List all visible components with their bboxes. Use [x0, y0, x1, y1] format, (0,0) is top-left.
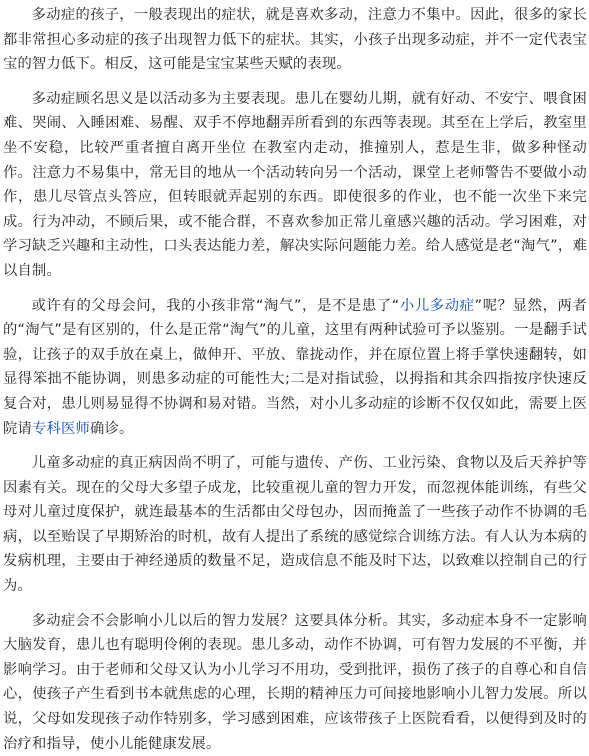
paragraph-distinguish	[3, 294, 587, 442]
paragraph-distinguish-text-3: 确诊。	[90, 420, 134, 437]
paragraph-intro: 多动症的孩子，一般表现出的症状，就是喜欢多动，注意力不集中。因此，很多的家长都非常担心多动症的孩子出现智力低下的症状。其实，小孩子出现多动症，并不一定代表宝宝的智力低下。相反，这可能是宝宝某些天赋的表现。	[3, 7, 587, 73]
paragraph-intelligence: 多动症会不会影响小儿以后的智力发展？这要具体分析。其实，多动症本身不一定影响大脑发育，患儿也有聪明伶俐的表现。患儿多动，动作不协调，可有智力发展的不平衡，并影响学习。由于老师和父母又认为小儿学习不用功，受到批评，损伤了孩子的自尊心和自信心，使孩子产生看到书本就焦虑的心理，长期的精神压力可间接地影响小儿智力发展。所以说，父母如发现孩子动作特别多，学习感到困难，应该带孩子上医院看看，以便得到及时的治疗和指导，使小儿能健康发展。	[3, 612, 587, 752]
paragraph-symptoms: 多动症顾名思义是以活动多为主要表现。患儿在婴幼儿期，就有好动、不安宁、喂食困难、哭闹、入睡困难、易醒、双手不停地翻弄所看到的东西等表现。其至在上学后，教室里坐不安稳，比较严重者擅自离开坐位 在教室内走动，推撞别人，惹是生非，做多种怪动作。注意力不易集中，常无目的地从一个活动转向另一个活动，课堂上老师警告不要做小动作，患儿尽管点头答应，但转眼就弄起别的东西。即使很多的作业，也不能一次坐下来完成。行为冲动，不顾后果，或不能合群，不喜欢参加正常儿童感兴趣的活动。学习困难，对学习缺乏兴趣和主动性，口头表达能力差，解决实际问题能力差。给人感觉是老“淘气”，难以自制。	[3, 90, 587, 279]
paragraph-distinguish-text-1: 或许有的父母会问，我的小孩非常“淘气”，是不是患了“	[31, 297, 400, 314]
link-adhd[interactable]: 小儿多动症	[399, 297, 475, 314]
paragraph-causes: 儿童多动症的真正病因尚不明了，可能与遗传、产伤、工业污染、食物以及后天养护等因素有关。现在的父母大多望子成龙，比较重视儿童的智力开发，而忽视体能训练，有些父母对儿童过度保护，就连最基本的生活都由父母包办，因而掩盖了一些孩子动作不协调的毛病，以至贻误了早期矫治的时机，故有人提出了系统的感觉综合训练方法。有人认为本病的发病机理，主要由于神经递质的数量不足，造成信息不能及时下达，以致难以控制自己的行为。	[3, 455, 587, 595]
link-specialist[interactable]: 专科医师	[32, 420, 90, 437]
paragraph-distinguish-text-2: ”呢？显然，两者的“淘气”是有区别的，什么是正常“淘气”的儿童，这里有两种试验可予以鉴别。一是翻手试验，让孩子的双手放在桌上，做伸开、平放、靠拢动作，并在原位置上将手掌快速翻转，如显得笨拙不能协调，则患多动症的可能性大;二是对指试验，以拇指和其余四指按序快速反复合对，患儿则易显得不协调和易对错。当然，对小儿多动症的诊断不仅仅如此，需要上医院请	[3, 297, 587, 437]
